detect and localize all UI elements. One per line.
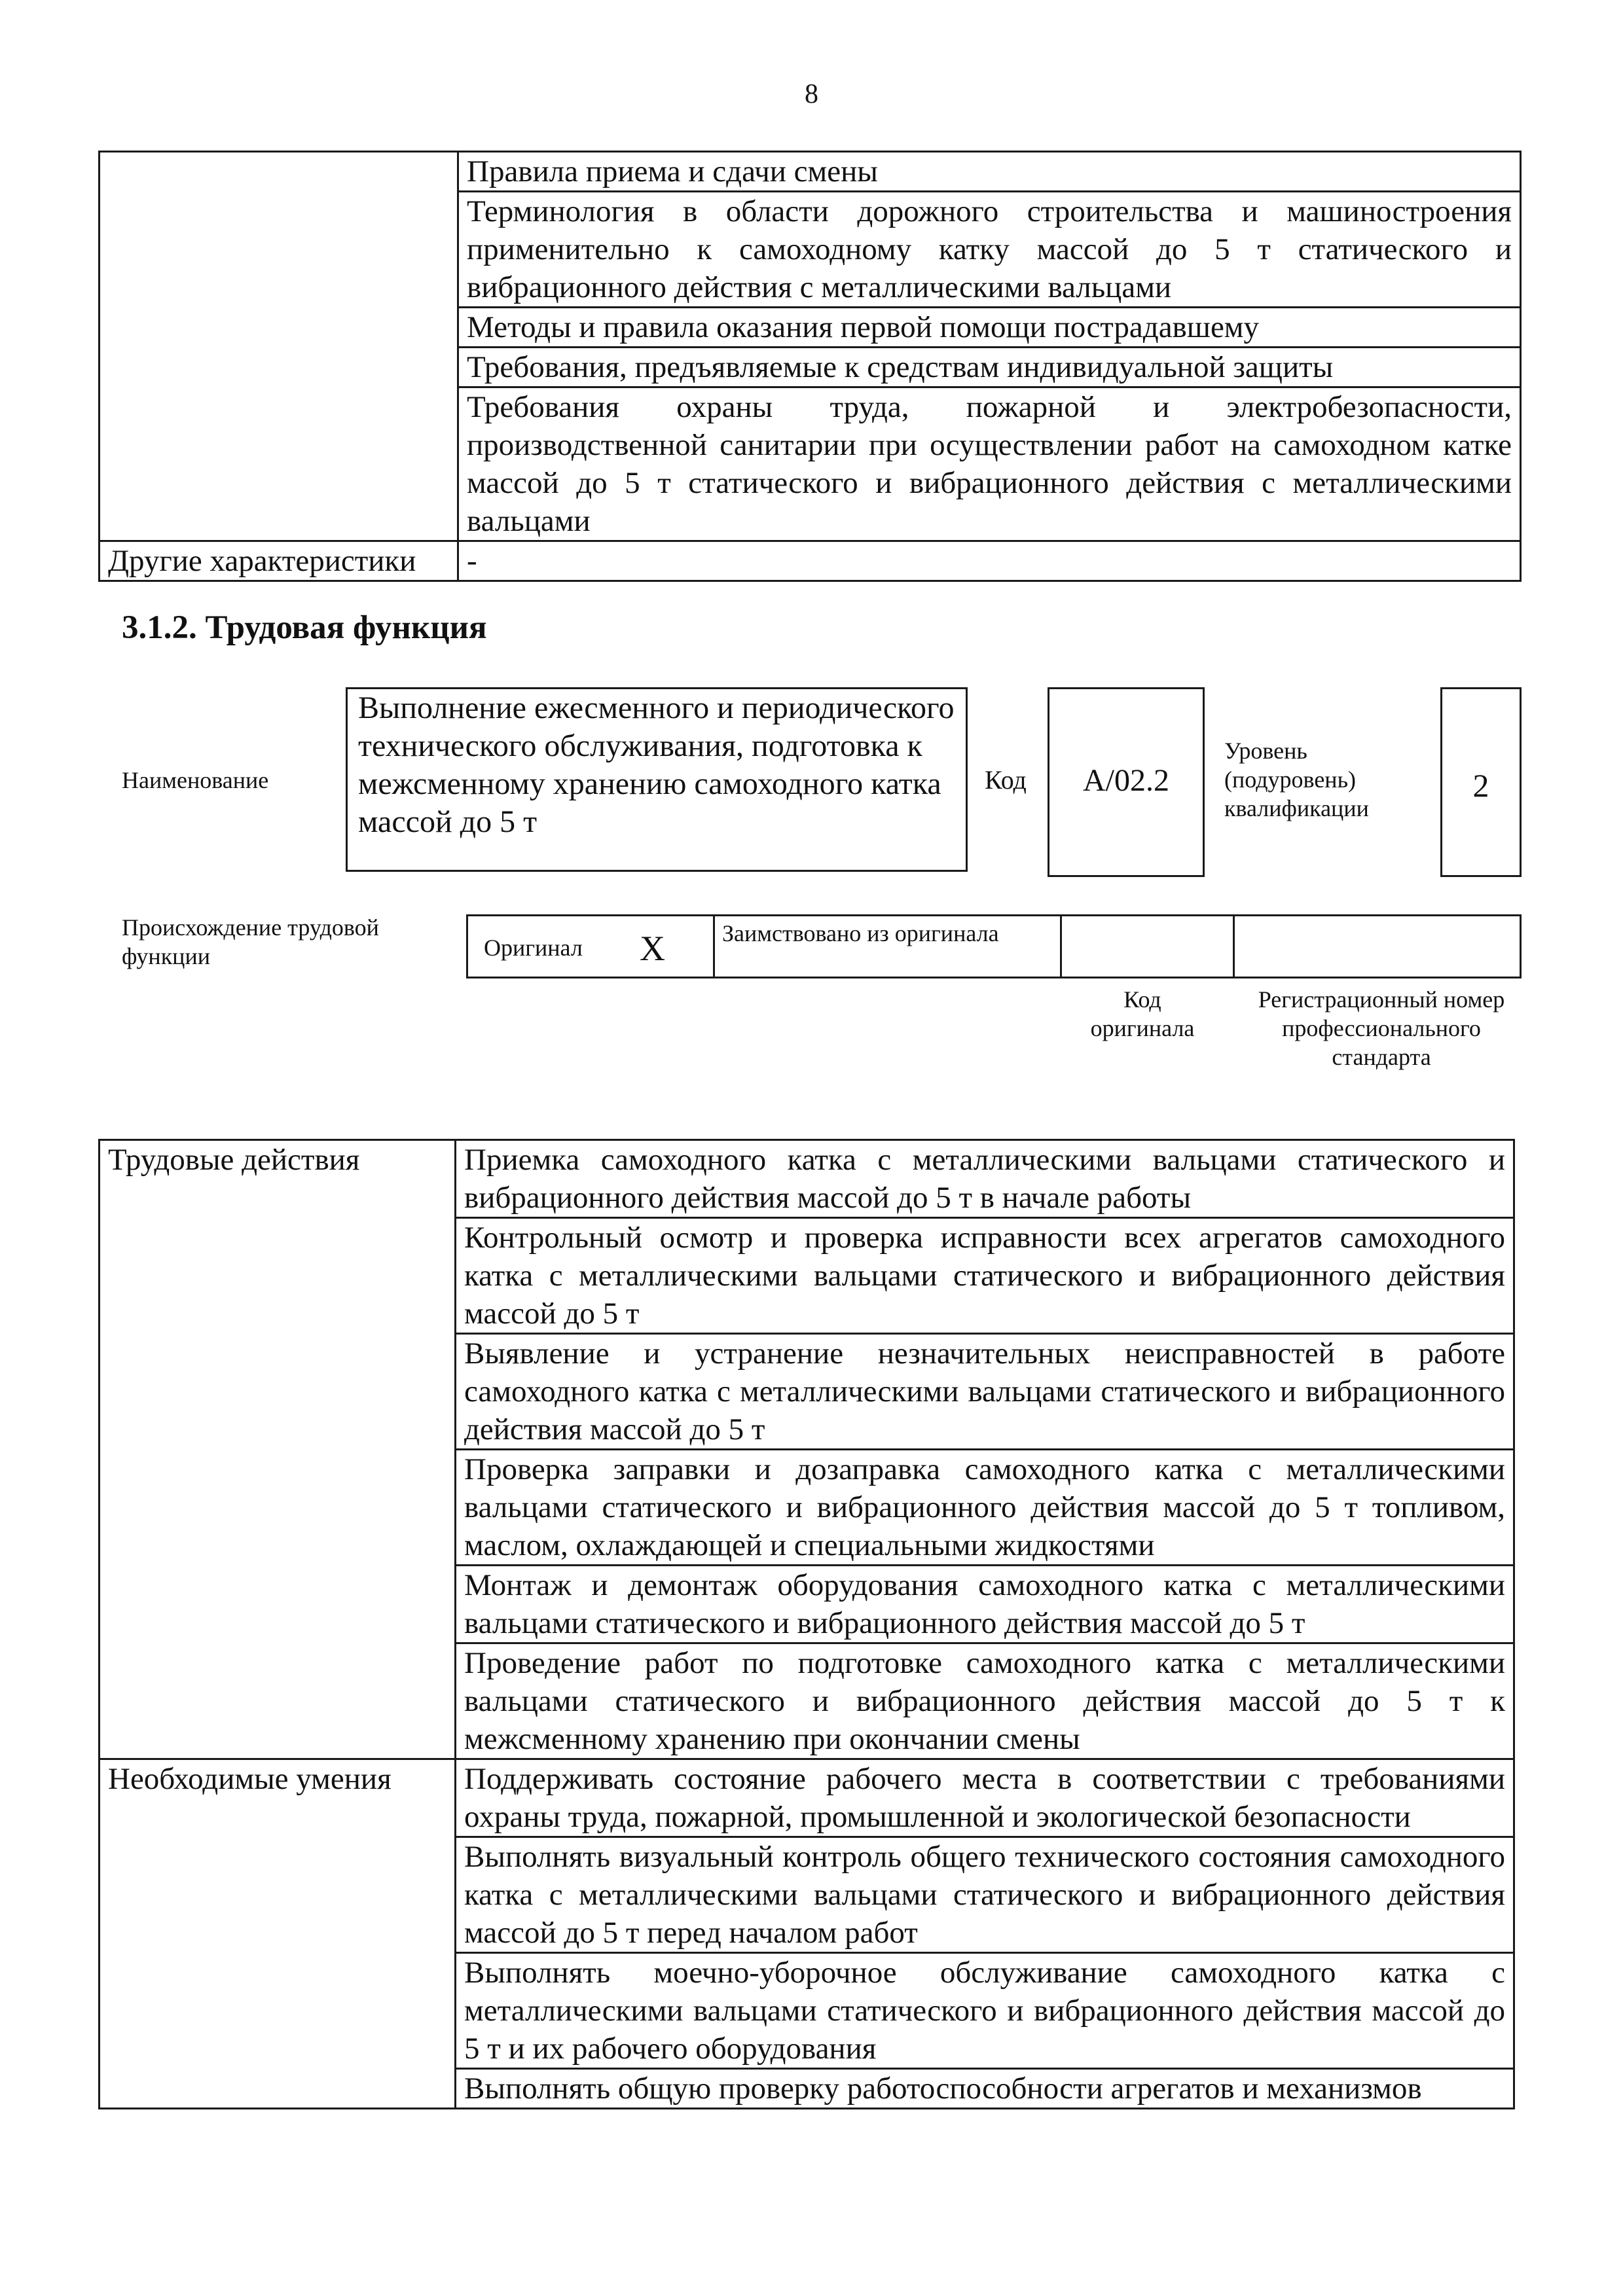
table-cell: Контрольный осмотр и проверка исправности всех агрегатов самоходного катка с металлическими вальцами статического и вибрационного действия массой до 5 т [456,1218,1514,1334]
table-cell: Монтаж и демонтаж оборудования самоходного катка с металлическими вальцами статического и вибрационного действия массой до 5 т [456,1566,1514,1643]
table-cell: Выполнять общую проверку работоспособности агрегатов и механизмов [456,2069,1514,2109]
origin-reg-cell [1233,916,1520,977]
table-row [100,152,1521,192]
table-row [100,541,1521,581]
table-cell: Требования, предъявляемые к средствам индивидуальной защиты [458,348,1521,387]
reg-number-caption: Регистрационный номер профессионального стандарта [1258,986,1505,1070]
table-cell: Терминология в области дорожного строительства и машиностроения применительно к самоходному катку массой до 5 т статического и вибрационного действия с металлическими вальцами [458,192,1521,308]
name-label: Наименование [122,767,269,793]
table-cell: - [458,541,1521,581]
table-cell: Правила приема и сдачи смены [458,152,1521,192]
group-label-actions: Трудовые действия [100,1140,456,1759]
code-original-caption: Код оригинала [1090,986,1195,1041]
row-label-other: Другие характеристики [100,541,458,581]
table-cell: Методы и правила оказания первой помощи пострадавшему [458,308,1521,348]
code-value-box: А/02.2 [1048,687,1205,877]
table-cell: Требования охраны труда, пожарной и электробезопасности, производственной санитарии при осуществлении работ на самоходном катке массой до 5 т статического и вибрационного действия с металлическими вальцами [458,387,1521,541]
level-label: Уровень (подуровень) квалификации [1224,738,1369,821]
original-label: Оригинал [484,935,583,961]
table-row [100,1140,1514,1218]
page-number: 8 [805,79,818,109]
origin-original-cell [468,916,715,977]
table-cell: Выявление и устранение незначительных неисправностей в работе самоходного катка с металлическими вальцами статического и вибрационного действия массой до 5 т [456,1334,1514,1450]
code-label: Код [985,765,1027,795]
origin-label: Происхождение трудовой функции [122,914,379,969]
table-cell: Проведение работ по подготовке самоходного катка с металлическими вальцами статического и вибрационного действия массой до 5 т к межсменному хранению при окончании смены [456,1643,1514,1759]
section-heading: 3.1.2. Трудовая функция [122,609,487,646]
borrowed-label: Заимствовано из оригинала [722,920,999,946]
origin-row [466,914,1522,978]
origin-borrowed-cell [713,916,1062,977]
row-label [100,152,458,541]
table-cell: Приемка самоходного катка с металлическими вальцами статического и вибрационного действия массой до 5 т в начале работы [456,1140,1514,1218]
original-mark: X [640,929,665,968]
group-label-skills: Необходимые умения [100,1759,456,2109]
table-cell: Выполнять моечно-уборочное обслуживание самоходного катка с металлическими вальцами статического и вибрационного действия массой до 5 т и их рабочего оборудования [456,1953,1514,2069]
origin-code-cell [1060,916,1235,977]
top-requirements-table [98,151,1522,582]
table-cell: Поддерживать состояние рабочего места в соответствии с требованиями охраны труда, пожарной, промышленной и экологической безопасности [456,1759,1514,1837]
labour-function-table [98,1139,1515,2109]
table-cell: Выполнять визуальный контроль общего технического состояния самоходного катка с металлическими вальцами статического и вибрационного действия массой до 5 т перед началом работ [456,1837,1514,1953]
table-cell: Проверка заправки и дозаправка самоходного катка с металлическими вальцами статического и вибрационного действия массой до 5 т топливом, маслом, охлаждающей и специальными жидкостями [456,1450,1514,1566]
function-name-box: Выполнение ежесменного и периодического технического обслуживания, подготовка к межсменному хранению самоходного катка массой до 5 т [346,687,968,872]
table-row [100,1759,1514,1837]
level-value-box: 2 [1440,687,1522,877]
